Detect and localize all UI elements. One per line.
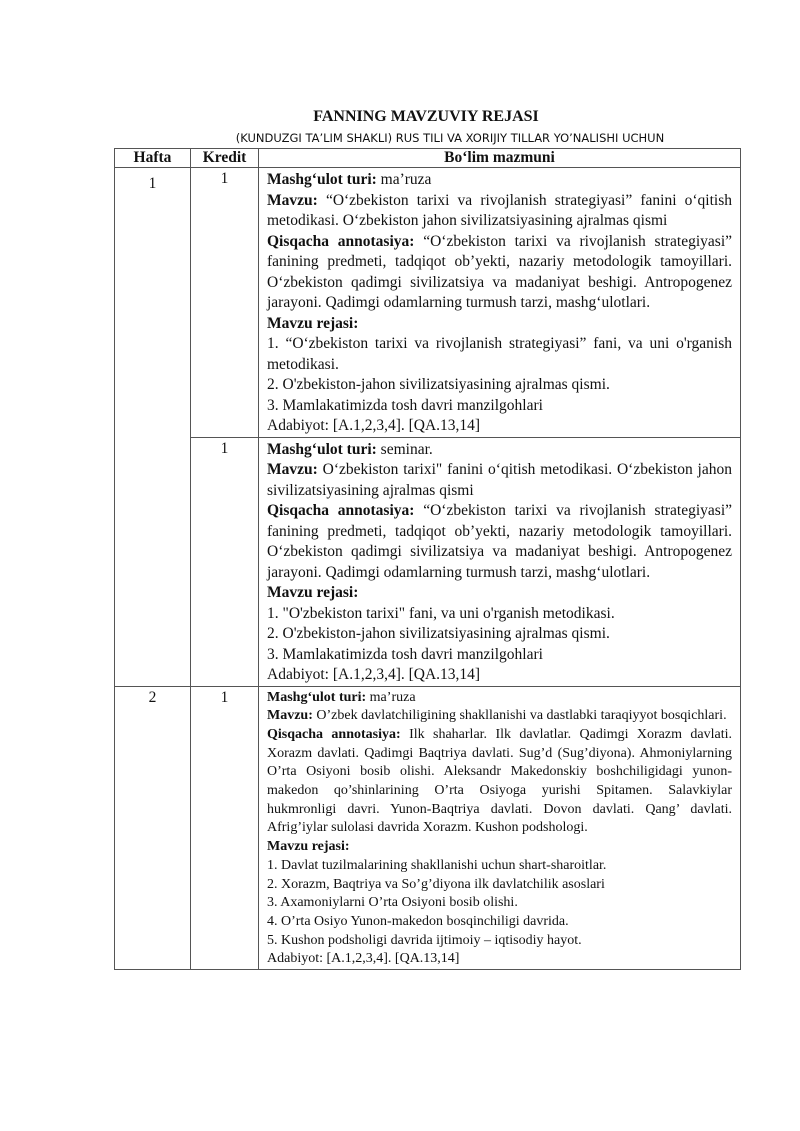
topic xyxy=(267,707,732,726)
plan-item: 2. Xorazm, Baqtriya va So’g’diyona ilk davlatchilik asoslari xyxy=(267,876,605,892)
session-type-label: Mashg‘ulot turi: xyxy=(267,171,377,188)
literature: Adabiyot: [A.1,2,3,4]. [QA.13,14] xyxy=(267,666,481,683)
kredit-cell xyxy=(191,686,259,970)
annotation-label: Qisqacha annotasiya: xyxy=(267,726,401,742)
kredit-cell xyxy=(191,437,259,686)
session-type-value: ma’ruza xyxy=(380,171,432,188)
document-subtitle: (KUNDUZGI TA’LIM SHAKLI) RUS TILI VA XORIJIY TILLAR YO’NALISHI UCHUN xyxy=(235,131,665,145)
plan-item: 3. Mamlakatimizda tosh davri manzilgohlari xyxy=(267,645,543,663)
table-row xyxy=(115,686,741,970)
plan-heading: Mavzu rejasi: xyxy=(267,314,359,332)
hafta-value: 1 xyxy=(148,175,157,192)
header-kredit: Kredit xyxy=(191,149,259,168)
topic-value: “O‘zbekiston tarixi va rivojlanish strategiyasi” fanini o‘qitish metodikasi. O‘zbekiston jahon sivilizatsiyasining ajralmas qismi xyxy=(267,191,733,229)
session-type xyxy=(267,440,732,461)
kredit-value: 1 xyxy=(220,688,229,706)
session-type-label: Mashg‘ulot turi: xyxy=(267,440,377,458)
topic-label: Mavzu: xyxy=(267,708,313,724)
plan-item: 1. “O‘zbekiston tarixi va rivojlanish strategiyasi” fani, va uni o'rganish metodikasi. xyxy=(267,335,732,373)
plan-item: 3. Axamoniylarni O’rta Osiyoni bosib olishi. xyxy=(267,895,518,911)
document-title: FANNING MAVZUVIY REJASI xyxy=(313,108,539,125)
literature: Adabiyot: [A.1,2,3,4]. [QA.13,14] xyxy=(267,951,460,967)
annotation xyxy=(267,726,732,838)
content-cell xyxy=(259,168,741,438)
annotation xyxy=(267,232,732,314)
table-header-row xyxy=(115,149,741,168)
session-type-label: Mashg‘ulot turi: xyxy=(267,689,367,705)
plan-item: 2. O'zbekiston-jahon sivilizatsiyasining ajralmas qismi. xyxy=(267,625,610,642)
annotation xyxy=(267,501,732,583)
session-type xyxy=(267,689,732,708)
content-cell xyxy=(259,686,741,970)
annotation-label: Qisqacha annotasiya: xyxy=(267,502,415,519)
session-type xyxy=(267,170,732,191)
annotation-value: “O‘zbekiston tarixi va rivojlanish strategiyasi” fanining predmeti, tadqiqot ob’yekti, nazariy metodologik tamoyillari. O‘zbekiston qadimgi sivilizatsiya va madaniyat beshigi. Antropogenez jarayoni. Qadimgi odamlarning turmush tarzi, mashg‘ulotlari. xyxy=(267,232,733,311)
plan-item: 1. "O'zbekiston tarixi" fani, va uni o'rganish metodikasi. xyxy=(267,604,615,622)
topic-value: O‘zbekiston tarixi" fanini o‘qitish metodikasi. O‘zbekiston jahon sivilizatsiyasining ajralmas qismi xyxy=(267,461,732,499)
plan-item: 4. O’rta Osiyo Yunon-makedon bosqinchiligi davrida. xyxy=(267,913,569,929)
header-hafta: Hafta xyxy=(115,149,191,168)
literature: Adabiyot: [A.1,2,3,4]. [QA.13,14] xyxy=(267,417,481,434)
kredit-value: 1 xyxy=(220,170,229,187)
content-cell xyxy=(259,437,741,686)
plan-item: 2. O'zbekiston-jahon sivilizatsiyasining ajralmas qismi. xyxy=(267,376,610,393)
topic-label: Mavzu: xyxy=(267,461,318,478)
hafta-value: 2 xyxy=(148,688,157,706)
kredit-cell xyxy=(191,168,259,438)
topic xyxy=(267,460,732,501)
table-row xyxy=(115,168,741,438)
plan-heading: Mavzu rejasi: xyxy=(267,839,350,855)
hafta-cell xyxy=(115,686,191,970)
session-type-value: seminar. xyxy=(380,440,433,458)
topic xyxy=(267,191,732,232)
plan-item: 1. Davlat tuzilmalarining shakllanishi uchun shart-sharoitlar. xyxy=(267,857,607,873)
hafta-cell xyxy=(115,168,191,687)
annotation-value: “O‘zbekiston tarixi va rivojlanish strategiyasi” fanining predmeti, tadqiqot ob’yekti, nazariy metodologik tamoyillari. O‘zbekiston qadimgi sivilizatsiya va madaniyat beshigi. Antropogenez jarayoni. Qadimgi odamlarning turmush tarzi, mashg‘ulotlari. xyxy=(267,502,733,581)
kredit-value: 1 xyxy=(220,439,229,457)
header-bolim-mazmuni: Bo‘lim mazmuni xyxy=(259,149,741,168)
annotation-label: Qisqacha annotasiya: xyxy=(267,232,415,250)
annotation-value: Ilk shaharlar. Ilk davlatlar. Qadimgi Xorazm davlati. Xorazm davlati. Qadimgi Baqtriya davlati. Sug’d (Sug’diyona). Ahmoniylarning O’rta Osiyoni bosib olishi. Aleksandr Makedonskiy boshchiligidagi yunon-makedon qo’shinlarining O’rta Osiyoga yurishi Spitamen. Salavkiylar hukmronligi davri. Yunon-Baqtriya davlati. Dovon davlati. Qang’ davlati. Afrig’iylar sulolasi davrida Xorazm. Kushon podshologi. xyxy=(267,726,733,836)
topic-label: Mavzu: xyxy=(267,191,318,209)
topic-value: O’zbek davlatchiligining shakllanishi va dastlabki taraqiyyot bosqichlari. xyxy=(316,708,727,724)
plan-item: 3. Mamlakatimizda tosh davri manzilgohlari xyxy=(267,396,543,414)
session-type-value: ma’ruza xyxy=(369,689,416,705)
plan-item: 5. Kushon podsholigi davrida ijtimoiy – iqtisodiy hayot. xyxy=(267,932,582,948)
plan-heading: Mavzu rejasi: xyxy=(267,584,359,601)
table-row xyxy=(115,437,741,686)
thematic-plan-table xyxy=(114,148,741,970)
